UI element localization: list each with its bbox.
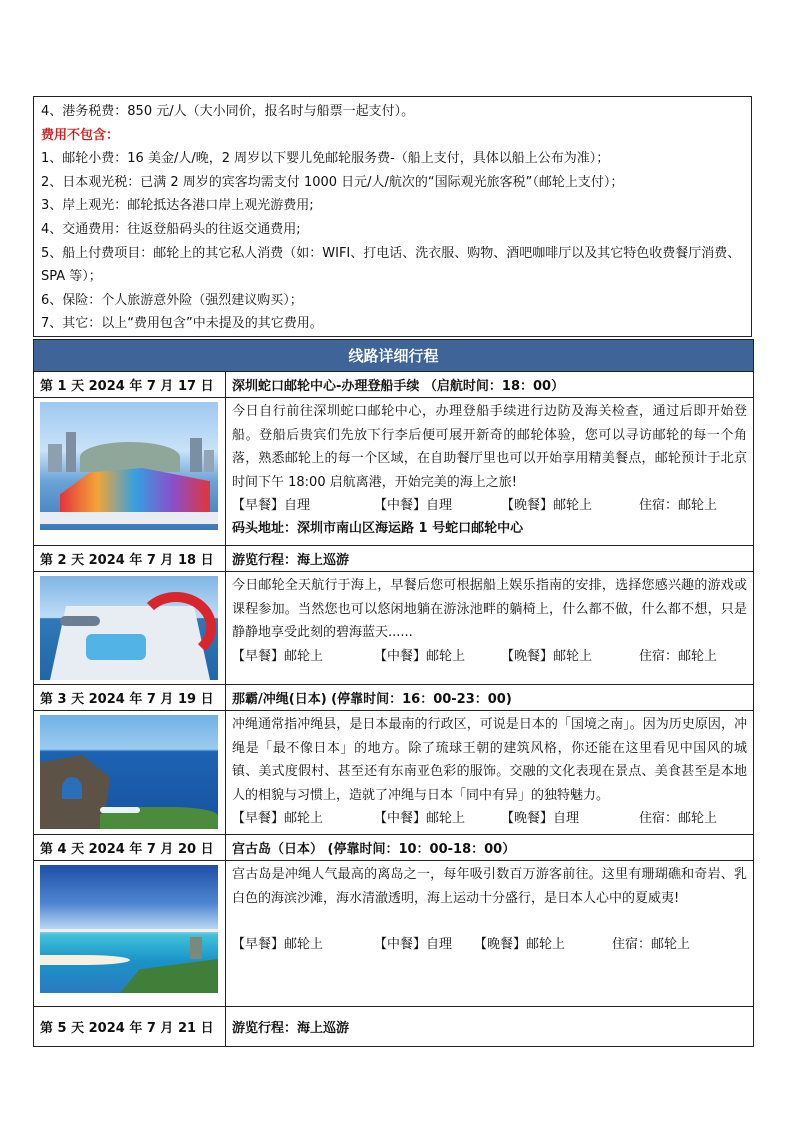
stay-info: 住宿：邮轮上 <box>639 648 718 664</box>
fee-item: 2、日本观光税：已满 2 周岁的宾客均需支付 1000 日元/人/航次的“国际观光旅客税”（邮轮上支付）； <box>41 174 624 190</box>
dinner-info: 【晚餐】邮轮上 <box>474 937 566 952</box>
port-address: 码头地址：深圳市南山区海运路 1 号蛇口邮轮中心 <box>232 520 524 536</box>
lunch-info: 【中餐】邮轮上 <box>374 811 466 826</box>
day-title: 游览行程：海上巡游 <box>226 1007 754 1047</box>
day-label: 第 5 天 2024 年 7 月 21 日 <box>34 1007 226 1047</box>
day-description: 冲绳通常指冲绳县，是日本最南的行政区，可说是日本的「国境之南」。因为历史原因，冲绳是「最不像日本」的地方。除了琉球王朝的建筑风格，你还能在这里看见中国风的城镇、美式度假村、甚至还有东南亚色彩的服饰。交融的文化表现在景点、美食甚至是本地人的相貌与习惯上，造就了冲绳与日本「同中有异」的独特魅力。 <box>232 717 748 803</box>
day-label: 第 3 天 2024 年 7 月 19 日 <box>34 685 226 711</box>
day-label: 第 1 天 2024 年 7 月 17 日 <box>34 372 226 398</box>
lunch-info: 【中餐】自理 <box>374 937 453 952</box>
dinner-info: 【晚餐】自理 <box>501 811 580 826</box>
fee-item: 7、其它：以上“费用包含”中未提及的其它费用。 <box>41 316 323 332</box>
fee-item: 4、交通费用：往返登船码头的往返交通费用; <box>41 221 301 237</box>
breakfast-info: 【早餐】邮轮上 <box>232 811 324 826</box>
fee-item: 1、邮轮小费：16 美金/人/晚，2 周岁以下婴儿免邮轮服务费-（船上支付，具体以船上公布为准）； <box>41 151 610 167</box>
port-tax-line: 4、港务税费：850 元/人（大小同价，报名时与船票一起支付）。 <box>41 104 415 119</box>
day-title: 那霸/冲绳(日本) (停靠时间：16：00-23：00) <box>226 685 754 711</box>
meal-row <box>232 933 747 957</box>
breakfast-info: 【早餐】邮轮上 <box>232 648 324 664</box>
day-label: 第 4 天 2024 年 7 月 20 日 <box>34 835 226 861</box>
day-description: 宫古岛是冲绳人气最高的离岛之一，每年吸引数百万游客前往。这里有珊瑚礁和奇岩、乳白色的海滨沙滩，海水清澈透明，海上运动十分盛行，是日本人心中的夏威夷! <box>232 867 748 906</box>
meal-row <box>232 494 747 518</box>
okinawa-coastal-cliff-photo <box>40 715 218 829</box>
fee-item: 3、岸上观光：邮轮抵达各港口岸上观光游费用; <box>41 198 314 214</box>
stay-info: 住宿：邮轮上 <box>639 811 718 826</box>
itinerary-table <box>33 339 754 1047</box>
day-label: 第 2 天 2024 年 7 月 18 日 <box>34 546 226 572</box>
fee-item: 6、保险：个人旅游意外险（强烈建议购买）； <box>41 292 303 308</box>
dinner-info: 【晚餐】邮轮上 <box>501 498 593 513</box>
meal-row <box>232 807 747 831</box>
miyako-island-bridge-photo <box>40 865 218 993</box>
day-description: 今日自行前往深圳蛇口邮轮中心，办理登船手续进行边防及海关检查，通过后即开始登船。登船后贵宾们先放下行李后便可展开新奇的邮轮体验，您可以寻访邮轮的每一个角落，熟悉邮轮上的每一个区域，在自助餐厅里也可以开始享用精美餐点，邮轮预计于北京时间下午 18:00 启航离港，开始完美的海上之旅! <box>232 404 748 490</box>
shekou-cruise-terminal-photo <box>40 402 218 530</box>
meal-row <box>232 645 747 669</box>
breakfast-info: 【早餐】自理 <box>232 498 311 513</box>
cruise-deck-waterslide-photo <box>40 576 218 680</box>
fee-exclusions-box <box>33 96 752 337</box>
dinner-info: 【晚餐】邮轮上 <box>501 648 593 664</box>
day-title: 宫古岛（日本） (停靠时间：10：00-18：00） <box>226 835 754 861</box>
stay-info: 住宿：邮轮上 <box>612 937 691 952</box>
lunch-info: 【中餐】自理 <box>374 498 453 513</box>
section-title: 线路详细行程 <box>34 340 754 372</box>
day-title: 深圳蛇口邮轮中心-办理登船手续 （启航时间：18：00） <box>226 372 754 398</box>
breakfast-info: 【早餐】邮轮上 <box>232 937 324 952</box>
excluded-heading: 费用不包含： <box>41 127 120 143</box>
stay-info: 住宿：邮轮上 <box>639 498 718 513</box>
fee-item: 5、船上付费项目：邮轮上的其它私人消费（如：WIFI、打电话、洗衣服、购物、酒吧咖啡厅以及其它特色收费餐厅消费、SPA 等）； <box>41 245 741 285</box>
day-title: 游览行程：海上巡游 <box>226 546 754 572</box>
lunch-info: 【中餐】邮轮上 <box>374 648 466 664</box>
day-description: 今日邮轮全天航行于海上，早餐后您可根据船上娱乐指南的安排，选择您感兴趣的游戏或课程参加。当然您也可以悠闲地躺在游泳池畔的躺椅上，什么都不做，什么都不想，只是静静地享受此刻的碧海蓝天...... <box>232 578 748 640</box>
